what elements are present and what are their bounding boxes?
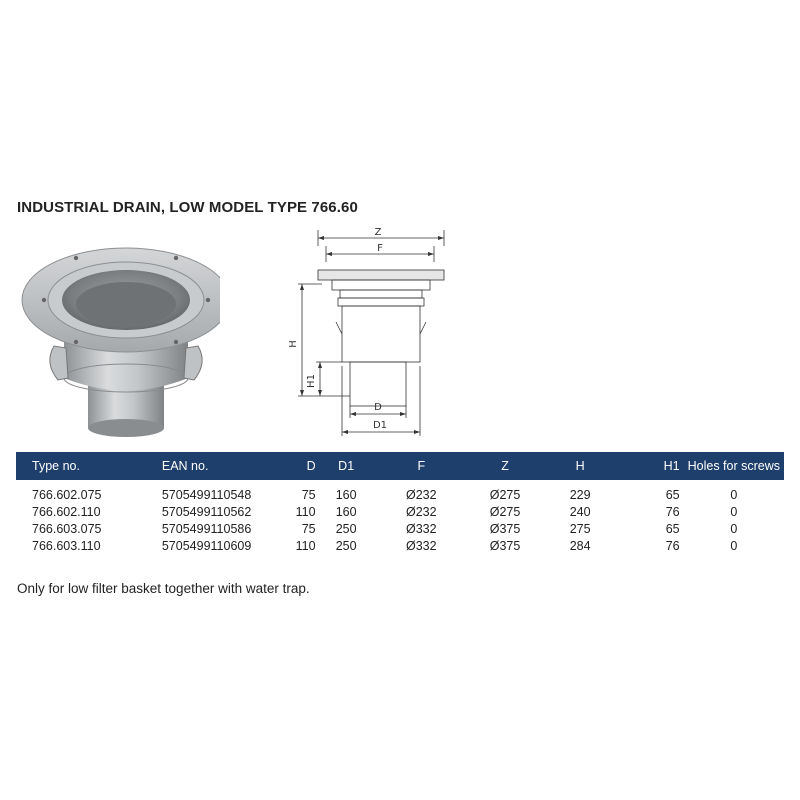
- cell-z: Ø275: [489, 487, 521, 502]
- table-row: [16, 520, 784, 537]
- cell-z: Ø375: [489, 521, 521, 536]
- table-row: [16, 486, 784, 503]
- cell-d: 110: [295, 504, 316, 519]
- cell-holes: 0: [730, 504, 738, 519]
- col-header-d1: D1: [338, 459, 355, 473]
- cell-f: Ø332: [406, 521, 437, 536]
- cell-d: 75: [301, 521, 316, 536]
- dim-label-h1: H1: [306, 374, 317, 388]
- cell-h: 284: [569, 538, 591, 553]
- cell-d1: 250: [335, 538, 357, 553]
- cell-ean: 5705499110609: [161, 538, 252, 553]
- spec-table: [16, 452, 784, 554]
- dim-label-f: F: [377, 243, 383, 254]
- cell-d1: 250: [335, 521, 357, 536]
- cell-ean: 5705499110586: [161, 521, 252, 536]
- cell-f: Ø232: [406, 504, 437, 519]
- dim-label-d1: D1: [372, 420, 388, 431]
- dim-label-d: D: [374, 402, 382, 413]
- dim-label-z: Z: [374, 227, 382, 238]
- cell-d: 110: [295, 538, 316, 553]
- product-photo: [14, 228, 220, 438]
- cell-h1: 76: [665, 504, 680, 519]
- cell-holes: 0: [730, 487, 738, 502]
- cell-holes: 0: [730, 538, 738, 553]
- cell-type: 766.602.110: [32, 504, 101, 519]
- cell-holes: 0: [730, 521, 738, 536]
- cell-type: 766.602.075: [32, 487, 102, 502]
- cell-h: 275: [569, 521, 591, 536]
- table-row: [16, 503, 784, 520]
- cell-type: 766.603.075: [32, 521, 102, 536]
- cell-ean: 5705499110548: [161, 487, 252, 502]
- col-header-h1: H1: [663, 459, 680, 473]
- dimension-diagram: [282, 226, 454, 440]
- col-header-ean: EAN no.: [161, 459, 209, 473]
- spec-table-header: [16, 452, 784, 480]
- col-header-z: Z: [501, 459, 509, 473]
- col-header-d: D: [306, 459, 316, 473]
- table-row: [16, 537, 784, 554]
- cell-type: 766.603.110: [32, 538, 101, 553]
- cell-f: Ø232: [406, 487, 437, 502]
- dim-label-h: H: [288, 340, 299, 348]
- cell-h1: 76: [665, 538, 680, 553]
- product-title: INDUSTRIAL DRAIN, LOW MODEL TYPE 766.60: [17, 199, 358, 216]
- cell-ean: 5705499110562: [161, 504, 252, 519]
- cell-d1: 160: [335, 487, 357, 502]
- col-header-type: Type no.: [32, 459, 80, 473]
- cell-h: 240: [569, 504, 591, 519]
- col-header-holes: Holes for screws: [687, 459, 780, 473]
- cell-z: Ø375: [489, 538, 521, 553]
- cell-h1: 65: [665, 487, 680, 502]
- col-header-f: F: [417, 459, 426, 473]
- footnote: Only for low filter basket together with water trap.: [17, 581, 310, 596]
- cell-d1: 160: [335, 504, 357, 519]
- cell-f: Ø332: [406, 538, 437, 553]
- cell-z: Ø275: [489, 504, 521, 519]
- cell-d: 75: [301, 487, 316, 502]
- cell-h1: 65: [665, 521, 680, 536]
- cell-h: 229: [569, 487, 591, 502]
- col-header-h: H: [575, 459, 585, 473]
